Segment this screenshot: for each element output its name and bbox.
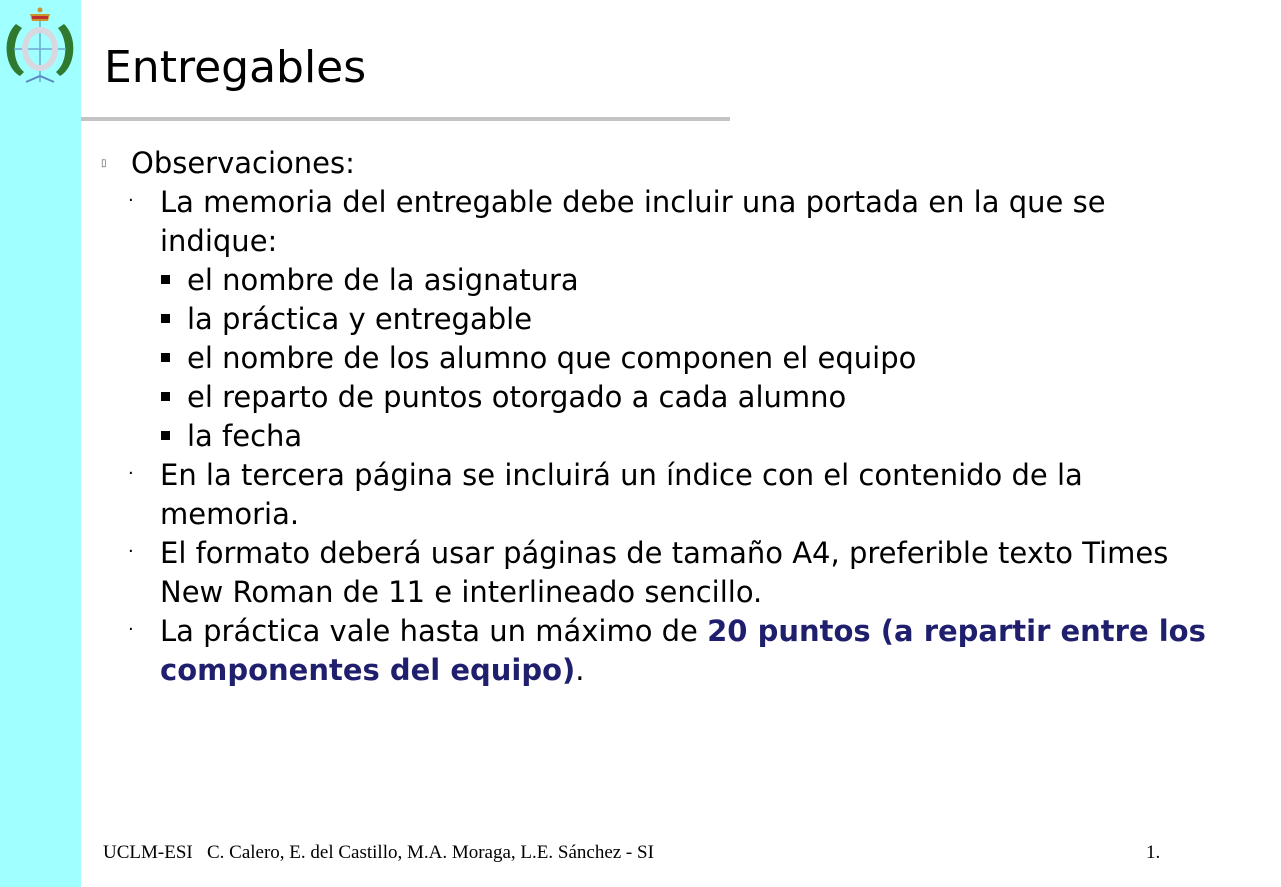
sidebar-band: [0, 0, 81, 887]
bullet-text: Observaciones:: [131, 146, 355, 180]
sub-bullet-item: [100, 378, 1220, 417]
university-crest-logo: [2, 2, 78, 86]
sub-bullet-item: [100, 417, 1220, 456]
bullet-icon: ▯: [101, 158, 107, 169]
bullet-text: La memoria del entregable debe incluir una portada en la que se indique:: [160, 185, 1106, 258]
sub-bullet-item: [100, 339, 1220, 378]
page-number: 1.: [1146, 842, 1161, 863]
bullet-icon: ·: [128, 190, 134, 211]
bullet-level1: [100, 144, 1220, 183]
bullet-text: el nombre de la asignatura: [187, 263, 579, 297]
bullet-text-tail: .: [575, 653, 585, 687]
square-bullet-icon: [161, 314, 170, 323]
bullet-icon: ·: [128, 541, 134, 562]
bullet-item: [100, 183, 1220, 261]
slide-content: [100, 144, 1220, 690]
bullet-text: el nombre de los alumno que componen el equipo: [187, 341, 917, 375]
bullet-text: el reparto de puntos otorgado a cada alumno: [187, 380, 847, 414]
square-bullet-icon: [161, 431, 170, 440]
bullet-text: la fecha: [187, 419, 303, 453]
square-bullet-icon: [161, 275, 170, 284]
bullet-item: [100, 612, 1220, 690]
bullet-item: [100, 534, 1220, 612]
bullet-text: La práctica vale hasta un máximo de: [160, 614, 708, 648]
bullet-text: El formato deberá usar páginas de tamaño A4, preferible texto Times New Roman de 11 e interlineado sencillo.: [160, 536, 1169, 609]
square-bullet-icon: [161, 392, 170, 401]
bullet-icon: ·: [128, 619, 134, 640]
square-bullet-icon: [161, 353, 170, 362]
sub-bullet-item: [100, 300, 1220, 339]
slide-title: Entregables: [104, 42, 367, 93]
title-divider: [81, 117, 730, 121]
emphasis-text: 20 puntos (a repartir entre los componentes del equipo): [160, 614, 1206, 687]
bullet-text: la práctica y entregable: [187, 302, 533, 336]
sub-bullet-item: [100, 261, 1220, 300]
footer-authors: UCLM-ESI C. Calero, E. del Castillo, M.A. Moraga, L.E. Sánchez - SI: [103, 842, 654, 863]
bullet-text: En la tercera página se incluirá un índice con el contenido de la memoria.: [160, 458, 1083, 531]
bullet-icon: ·: [128, 463, 134, 484]
bullet-item: [100, 456, 1220, 534]
